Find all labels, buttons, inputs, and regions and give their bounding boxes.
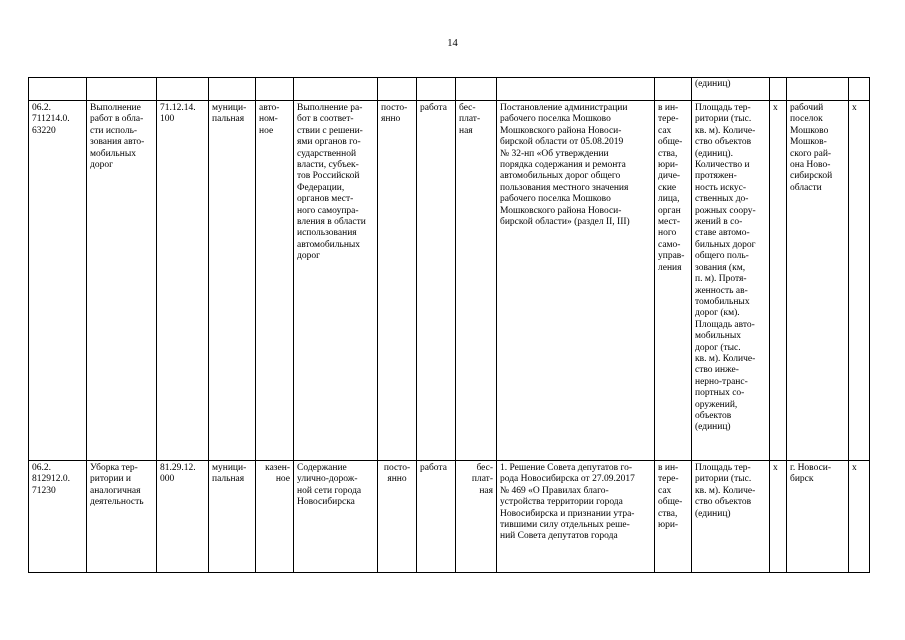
territory-cell bbox=[787, 461, 849, 573]
periodicity: посто- янно bbox=[381, 103, 408, 125]
mark-x: х bbox=[773, 103, 778, 113]
table-row bbox=[29, 461, 870, 573]
table-cell bbox=[378, 78, 417, 101]
mark-x: х bbox=[852, 103, 857, 113]
territory-cell bbox=[787, 101, 849, 461]
kind-cell bbox=[417, 461, 456, 573]
level-cell bbox=[209, 101, 256, 461]
legal-basis: Постановление администрации рабочего поселка Мошково Мошковского района Новоси- бирской области от 05.08.2019 № 32-нп «Об утверждении порядка содержания и ремонта автомобильных дорог общего пользования местного значения рабочего поселка Мошково Мошковского района Новоси- бирской области» (раздел II, III) bbox=[500, 103, 630, 228]
mark-x: х bbox=[852, 463, 857, 473]
territory: рабочий поселок Мошково Мошков- ского рай- она Ново- сибирской области bbox=[790, 103, 833, 193]
activity-content: Содержание улично-дорож- ной сети города Новосибирска bbox=[297, 463, 362, 508]
level-cell bbox=[209, 461, 256, 573]
indicators-text: (единиц) bbox=[695, 79, 731, 89]
table-cell bbox=[157, 78, 209, 101]
mark-cell bbox=[849, 461, 870, 573]
activity-cell bbox=[294, 101, 378, 461]
okved-cell bbox=[157, 461, 209, 573]
service-level: муници- пальная bbox=[212, 463, 247, 485]
territory: г. Новоси- бирск bbox=[790, 463, 832, 485]
volume-indicators: Площадь тер- ритории (тыс. кв. м). Количе- ство объектов (единиц) bbox=[695, 463, 756, 519]
table-cell bbox=[787, 78, 849, 101]
okved-code: 71.12.14. 100 bbox=[160, 103, 196, 125]
indicators-cell bbox=[692, 101, 770, 461]
name-cell bbox=[87, 461, 157, 573]
table-cell bbox=[209, 78, 256, 101]
table-cell bbox=[87, 78, 157, 101]
page-number: 14 bbox=[447, 38, 458, 49]
institution-type-cell bbox=[256, 101, 294, 461]
table-cell bbox=[456, 78, 497, 101]
registry-code: 06.2. 812912.0. 71230 bbox=[32, 463, 70, 496]
service-name: Уборка тер- ритории и аналогичная деятельность bbox=[90, 463, 144, 508]
services-register-table bbox=[28, 77, 870, 573]
volume-indicators: Площадь тер- ритории (тыс. кв. м). Количе- ство объектов (единиц). Количество и протяжен- ность искус- ственных до- рожных соору- жений в со- ставе автомо- бильных дорог общего поль- зования (км, п. м). Протя- женность ав- томобильных дорог (км). Площадь авто- мобильных дорог (тыс. кв. м). Количе- ство инже- нерно-транс- портных со- оружений, объектов (единиц) bbox=[695, 103, 756, 433]
table-cell bbox=[849, 78, 870, 101]
table-cell bbox=[294, 78, 378, 101]
mark-x: х bbox=[773, 463, 778, 473]
name-cell bbox=[87, 101, 157, 461]
payment-cell bbox=[456, 101, 497, 461]
legal-basis-cell bbox=[497, 461, 655, 573]
service-kind: работа bbox=[420, 463, 447, 473]
activity-cell bbox=[294, 461, 378, 573]
table-cell bbox=[497, 78, 655, 101]
registry-code: 06.2. 711214.0. 63220 bbox=[32, 103, 70, 136]
service-level: муници- пальная bbox=[212, 103, 247, 125]
activity-content: Выполнение ра- бот в соответ- ствии с решени- ями органов го- сударственной власти, субъек- тов Российской Федерации, органов мест- ного самоупра- вления в области использования автомобильных дорог bbox=[297, 103, 366, 262]
legal-basis-cell bbox=[497, 101, 655, 461]
payment-type: бес- плат- ная bbox=[471, 463, 493, 496]
mark-cell bbox=[849, 101, 870, 461]
code-cell bbox=[29, 461, 87, 573]
periodicity-cell bbox=[378, 461, 417, 573]
consumer-category: в ин- тере- сах обще- ства, юри- диче- ские лица, орган мест- ного само- управ- ления bbox=[658, 103, 685, 273]
indicators-cell bbox=[692, 78, 770, 101]
consumers-cell bbox=[655, 101, 692, 461]
consumers-cell bbox=[655, 461, 692, 573]
table-cell bbox=[29, 78, 87, 101]
table-cell bbox=[770, 78, 787, 101]
kind-cell bbox=[417, 101, 456, 461]
table-cell bbox=[417, 78, 456, 101]
okved-cell bbox=[157, 101, 209, 461]
institution-type-cell bbox=[256, 461, 294, 573]
mark-cell bbox=[770, 101, 787, 461]
table-row bbox=[29, 101, 870, 461]
service-kind: работа bbox=[420, 103, 447, 113]
legal-basis: 1. Решение Совета депутатов го- рода Новосибирска от 27.09.2017 № 469 «О Правилах благо- устройства территории города Новосибирска и признании утра- тившими силу отдельных реше- ний Совета депутатов города bbox=[500, 463, 635, 542]
table-header-continuation-row bbox=[29, 78, 870, 101]
code-cell bbox=[29, 101, 87, 461]
payment-cell bbox=[456, 461, 497, 573]
service-name: Выполнение работ в обла- сти исполь- зования авто- мобильных дорог bbox=[90, 103, 145, 171]
periodicity: посто- янно bbox=[383, 463, 411, 485]
table-cell bbox=[256, 78, 294, 101]
mark-cell bbox=[770, 461, 787, 573]
institution-type: казен- ное bbox=[265, 463, 290, 485]
payment-type: бес- плат- ная bbox=[459, 103, 481, 136]
consumer-category: в ин- тере- сах обще- ства, юри- bbox=[658, 463, 683, 531]
table-cell bbox=[655, 78, 692, 101]
indicators-cell bbox=[692, 461, 770, 573]
okved-code: 81.29.12. 000 bbox=[160, 463, 196, 485]
institution-type: авто- ном- ное bbox=[259, 103, 280, 136]
periodicity-cell bbox=[378, 101, 417, 461]
